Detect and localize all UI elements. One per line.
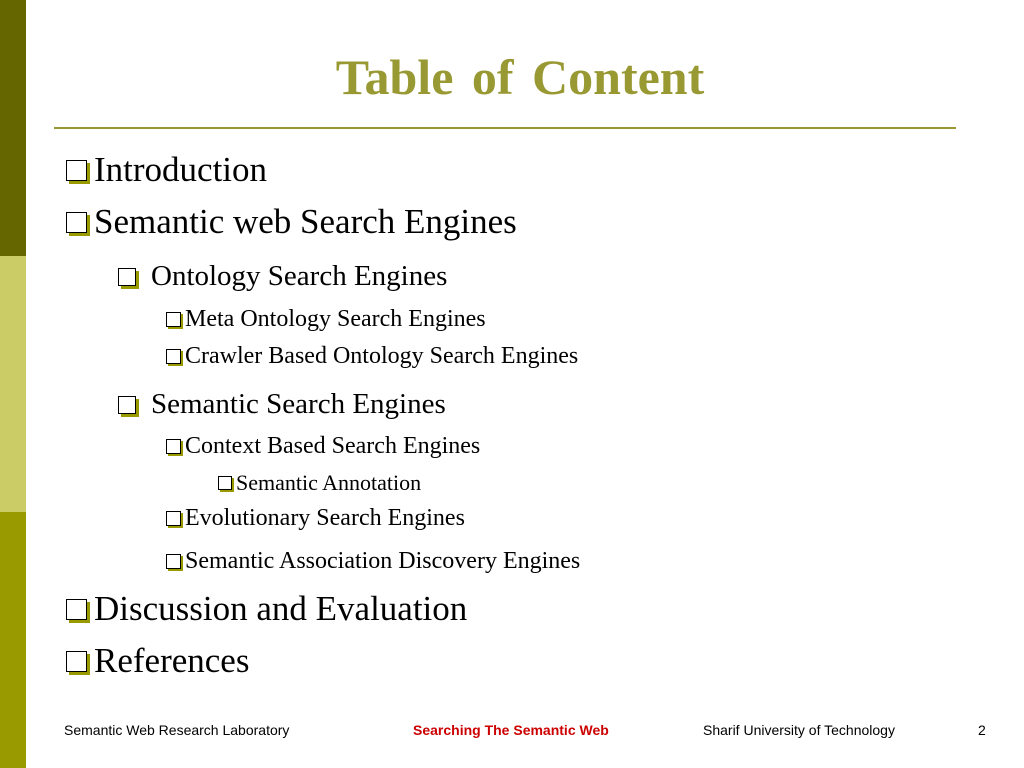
page-number: 2 <box>978 722 986 738</box>
checkbox-bullet-icon <box>166 511 181 526</box>
bullet-text: Semantic web Search Engines <box>94 202 517 241</box>
side-bar-top <box>0 0 26 256</box>
checkbox-bullet-icon <box>66 599 87 620</box>
footer-right-text: Sharif University of Technology <box>703 722 895 738</box>
title-divider <box>54 127 956 129</box>
bullet-text: Introduction <box>94 150 268 189</box>
bullet-item-meta-ontology-search-engines <box>166 306 486 333</box>
checkbox-bullet-icon <box>166 349 181 364</box>
bullet-text: Meta Ontology Search Engines <box>185 306 486 332</box>
checkbox-bullet-icon <box>166 312 181 327</box>
checkbox-bullet-icon <box>166 439 181 454</box>
checkbox-bullet-icon <box>118 396 136 414</box>
checkbox-bullet-icon <box>66 212 87 233</box>
bullet-item-evolutionary-search-engines <box>166 505 465 532</box>
bullet-text: Semantic Search Engines <box>151 388 446 420</box>
bullet-text: Ontology Search Engines <box>151 260 448 292</box>
bullet-item-semantic-search-engines <box>118 388 446 421</box>
bullet-item-context-based-search-engines <box>166 433 480 460</box>
bullet-text: Semantic Association Discovery Engines <box>185 548 581 574</box>
checkbox-bullet-icon <box>66 160 87 181</box>
bullet-item-semantic-annotation <box>218 470 421 496</box>
checkbox-bullet-icon <box>166 554 181 569</box>
bullet-item-semantic-web-search-engines <box>66 202 517 242</box>
footer-center-text: Searching The Semantic Web <box>413 722 609 738</box>
side-bar-middle <box>0 256 26 512</box>
bullet-text: Evolutionary Search Engines <box>185 505 465 531</box>
checkbox-bullet-icon <box>118 268 136 286</box>
checkbox-bullet-icon <box>218 476 232 490</box>
bullet-text: Discussion and Evaluation <box>94 589 468 628</box>
bullet-text: Crawler Based Ontology Search Engines <box>185 343 579 369</box>
bullet-item-introduction <box>66 150 267 190</box>
side-bar-bottom <box>0 512 26 768</box>
bullet-item-ontology-search-engines <box>118 260 447 293</box>
bullet-item-references <box>66 641 249 681</box>
bullet-text: Context Based Search Engines <box>185 433 481 459</box>
slide-title: Table of Content <box>335 49 705 105</box>
bullet-item-discussion-and-evaluation <box>66 589 467 629</box>
bullet-text: Semantic Annotation <box>236 470 422 495</box>
bullet-text: References <box>94 641 250 680</box>
footer-left-text: Semantic Web Research Laboratory <box>64 722 290 738</box>
bullet-item-semantic-association-discovery-engines <box>166 548 580 575</box>
checkbox-bullet-icon <box>66 651 87 672</box>
bullet-item-crawler-based-ontology-search-engines <box>166 343 578 370</box>
